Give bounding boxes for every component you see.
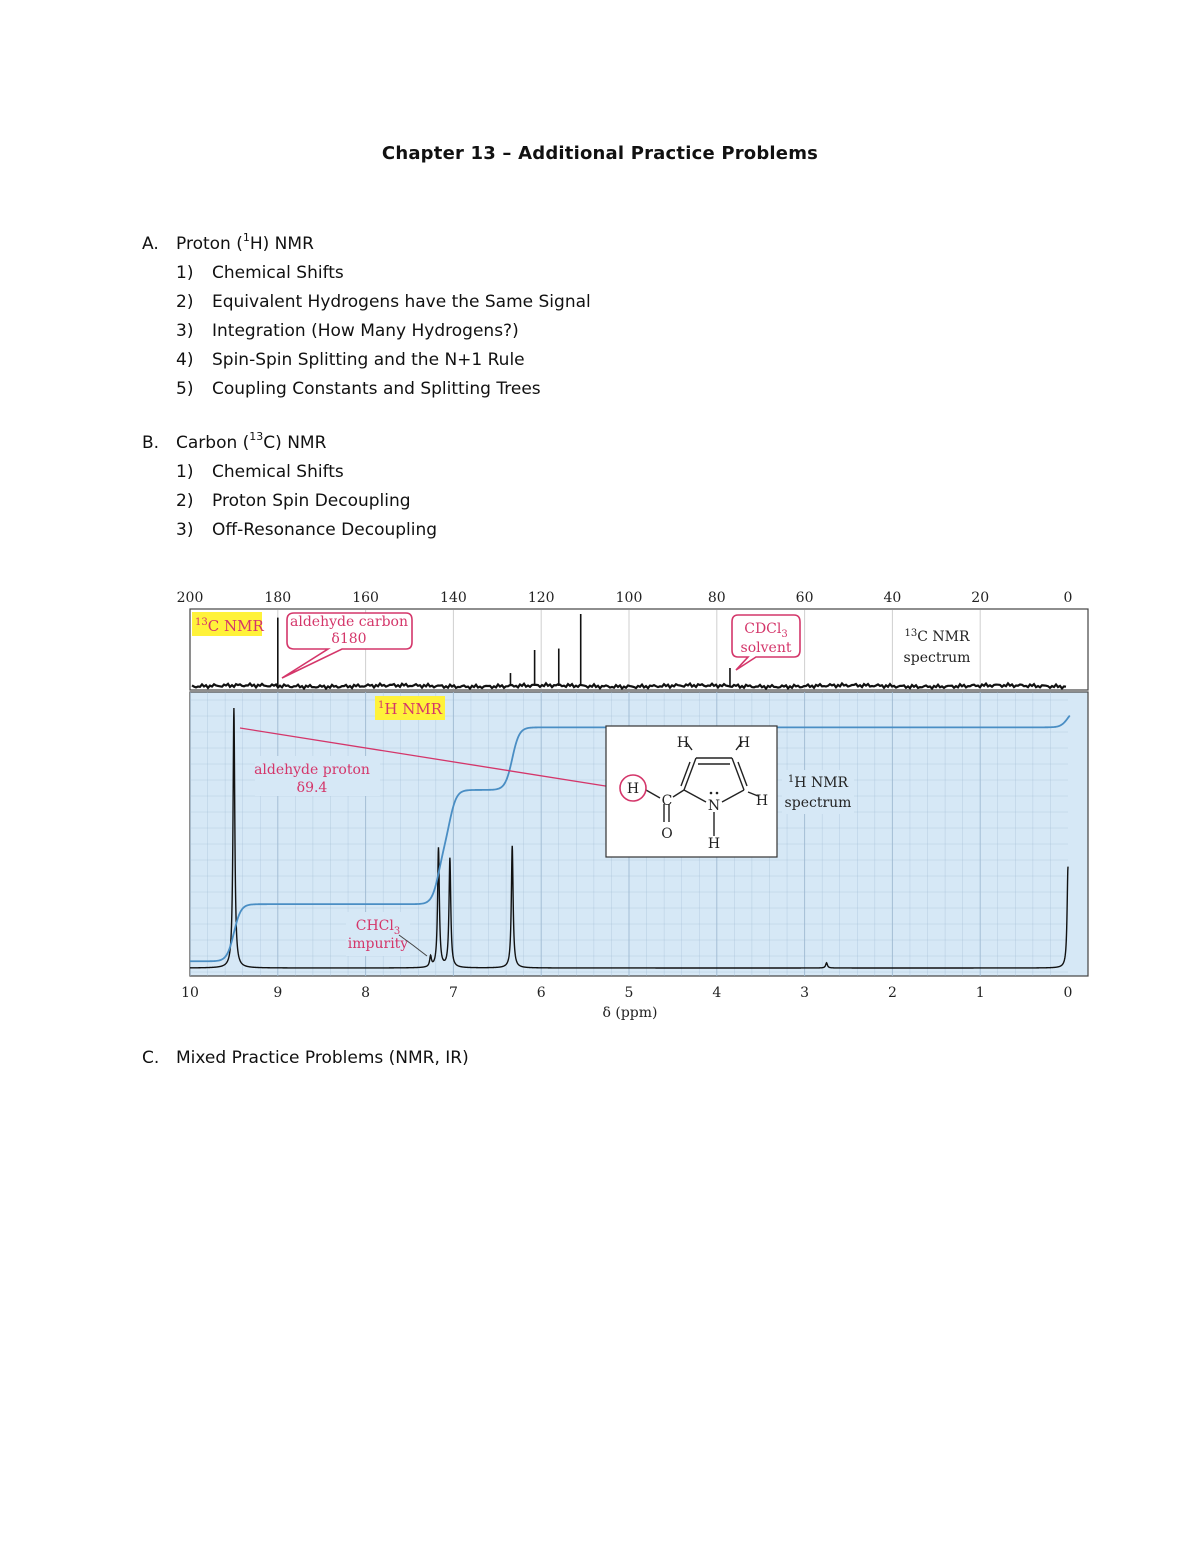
list-item: 2) Equivalent Hydrogens have the Same Signal [176, 291, 591, 312]
section-letter: C. [142, 1047, 160, 1068]
svg-text:C: C [661, 793, 673, 809]
h1-spectrum-label-2: spectrum [784, 795, 852, 811]
list-item: 5) Coupling Constants and Splitting Trees [176, 378, 541, 399]
c13-tick-label: 40 [883, 590, 902, 606]
list-item: 2) Proton Spin Decoupling [176, 490, 411, 511]
section-a-list [142, 258, 591, 403]
section-b-heading [142, 428, 437, 457]
c13-spectrum-label: $^{13}$C NMR [904, 628, 970, 645]
h1-tick-label: 1 [975, 985, 985, 1001]
h1-tick-label: 4 [712, 985, 722, 1001]
c13-tick-label: 120 [527, 590, 555, 606]
h1-tick-label: 6 [536, 985, 546, 1001]
h1-tick-label: 2 [887, 985, 897, 1001]
svg-text:CDCl3: CDCl$_3$ [744, 621, 788, 640]
list-item: 4) Spin-Spin Splitting and the N+1 Rule [176, 349, 525, 370]
svg-text:aldehyde carbon: aldehyde carbon [290, 614, 408, 630]
section-letter: A. [142, 233, 159, 254]
chcl3-label: CHCl$_3$ [355, 918, 401, 937]
section-title: Proton ($^1$H) NMR [176, 230, 314, 254]
chcl3-impurity-label: impurity [347, 936, 409, 952]
section-a-heading [142, 229, 591, 258]
svg-text:solvent: solvent [740, 640, 792, 656]
section-c [142, 1043, 469, 1072]
c13-tick-label: 140 [440, 590, 467, 606]
section-b [142, 428, 437, 544]
section-title: Mixed Practice Problems (NMR, IR) [176, 1047, 469, 1068]
h1-tick-label: 8 [361, 985, 371, 1001]
aldehyde-proton-shift: δ9.4 [296, 780, 328, 796]
molecule-structure [606, 726, 777, 857]
section-c-heading [142, 1043, 469, 1072]
c13-tick-label: 80 [707, 590, 726, 606]
c13-tag: $^{13}$C NMR [195, 617, 264, 635]
h1-tag: $^1$H NMR [378, 700, 443, 718]
svg-text:H: H [755, 793, 769, 809]
h1-tick-label: 3 [800, 985, 810, 1001]
page-title: Chapter 13 – Additional Practice Problems [381, 143, 819, 164]
list-item: 1) Chemical Shifts [176, 461, 344, 482]
svg-text:O: O [661, 826, 673, 842]
svg-text:H: H [707, 836, 721, 852]
c13-tick-label: 200 [176, 590, 204, 606]
c13-tick-label: 100 [615, 590, 643, 606]
c13-spectrum-label-2: spectrum [903, 650, 971, 666]
aldehyde-proton-label: aldehyde proton [254, 762, 370, 778]
c13-tick-label: 180 [264, 590, 292, 606]
c13-tick-label: 160 [352, 590, 379, 606]
h1-tick-label: 5 [624, 985, 634, 1001]
section-letter: B. [142, 432, 160, 453]
c13-tick-label: 0 [1063, 590, 1073, 606]
svg-text:H: H [737, 735, 751, 751]
c13-tick-label: 20 [971, 590, 990, 606]
section-title: Carbon ($^{13}$C) NMR [176, 429, 327, 453]
h1-tick-label: 9 [273, 985, 283, 1001]
section-b-list [142, 457, 437, 544]
list-item: 1) Chemical Shifts [176, 262, 344, 283]
h1-spectrum-label: $^1$H NMR [787, 774, 849, 791]
svg-text:H: H [676, 735, 690, 751]
section-a [142, 229, 591, 403]
nmr-figure [170, 580, 1100, 1025]
circled-aldehyde-h: H [626, 781, 640, 797]
c13-tick-label: 60 [795, 590, 814, 606]
h1-tick-label: 0 [1063, 985, 1073, 1001]
svg-text:N: N [707, 798, 721, 814]
h1-tick-label: 7 [448, 985, 458, 1001]
h1-tick-label: 10 [181, 985, 199, 1001]
svg-text:δ180: δ180 [331, 631, 367, 647]
list-item: 3) Off-Resonance Decoupling [176, 519, 438, 540]
list-item: 3) Integration (How Many Hydrogens?) [176, 320, 519, 341]
x-axis-label: δ (ppm) [602, 1005, 658, 1021]
